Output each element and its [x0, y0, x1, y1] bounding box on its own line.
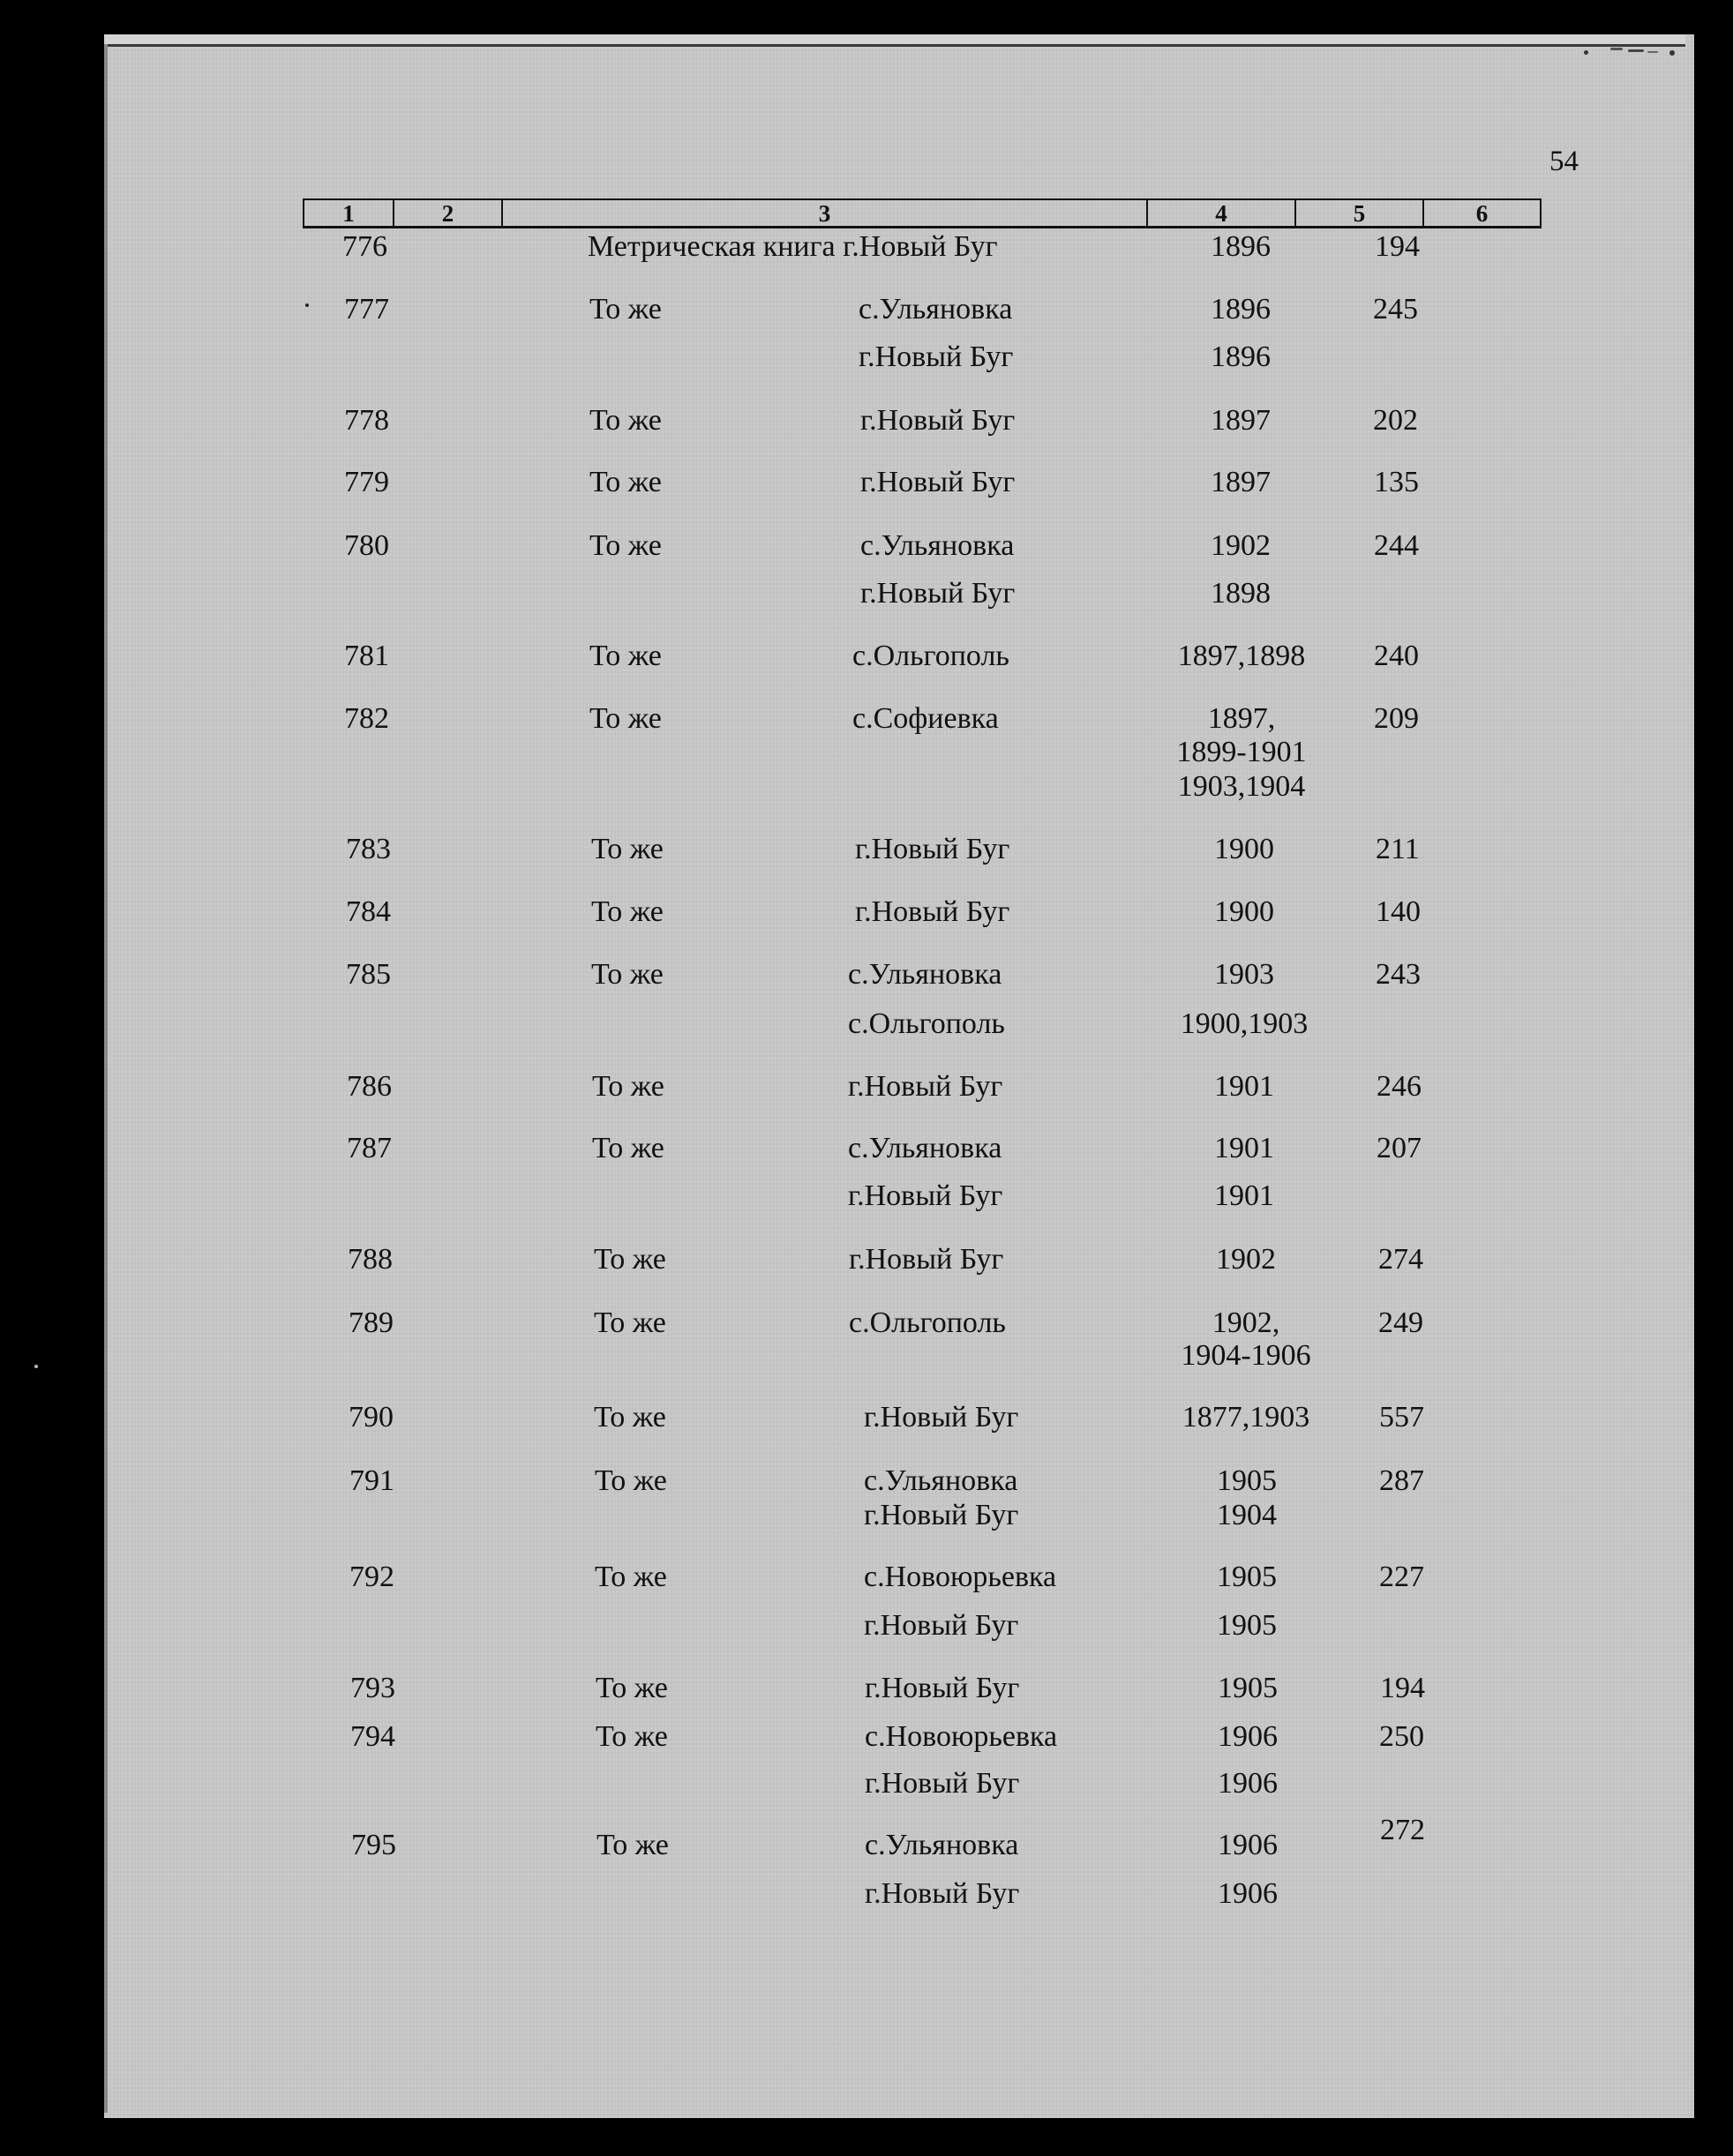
row-years: 1906 [1218, 1829, 1278, 1861]
row-place: с.Новоюрьевка [864, 1561, 1057, 1593]
row-years: 1896 [1211, 293, 1271, 326]
row-description: То же [589, 466, 662, 498]
row-description: То же [591, 958, 664, 991]
row-description: То же [596, 1829, 669, 1861]
row-number: 791 [349, 1464, 394, 1497]
row-description: То же [589, 293, 662, 326]
row-description: То же [591, 895, 664, 928]
row-years: 1904 [1217, 1499, 1277, 1531]
row-sheet-count: 240 [1374, 640, 1419, 672]
row-years: 1901 [1214, 1132, 1274, 1164]
row-place: г.Новый Буг [859, 341, 1014, 373]
row-place: г.Новый Буг [864, 1401, 1019, 1434]
row-years: 1906 [1218, 1877, 1278, 1910]
row-number: 792 [349, 1561, 394, 1593]
row-sheet-count: 245 [1373, 293, 1418, 326]
row-place: с.Ульяновка [865, 1829, 1019, 1861]
row-description: То же [596, 1672, 668, 1704]
row-number: 779 [344, 466, 389, 498]
row-years: 1900 [1214, 833, 1274, 865]
row-sheet-count: 243 [1376, 958, 1421, 991]
row-description: То же [592, 1070, 664, 1103]
row-place: г.Новый Буг [848, 1179, 1003, 1212]
row-place: г.Новый Буг [864, 1609, 1019, 1642]
row-sheet-count: 135 [1374, 466, 1419, 498]
row-years-continued: 1903,1904 [1177, 770, 1306, 803]
row-place: г.Новый Буг [860, 404, 1016, 437]
row-description: То же [595, 1464, 667, 1497]
row-number: 782 [344, 702, 389, 735]
row-place: с.Ольгополь [849, 1306, 1006, 1339]
page-top-edge [104, 34, 1685, 47]
row-years: 1877,1903 [1182, 1401, 1310, 1434]
row-place: с.Ольгополь [848, 1007, 1005, 1040]
row-place: г.Новый Буг [865, 1767, 1020, 1800]
row-place: с.Ольгополь [852, 640, 1009, 672]
row-sheet-count: 274 [1378, 1243, 1423, 1276]
row-description: То же [591, 833, 664, 865]
row-place: г.Новый Буг [860, 466, 1016, 498]
row-place: г.Новый Буг [865, 1877, 1020, 1910]
row-years: 1901 [1214, 1179, 1274, 1212]
row-place: с.Новоюрьевка [865, 1720, 1058, 1753]
row-description: То же [596, 1720, 668, 1753]
row-description: То же [589, 640, 662, 672]
row-place: г.Новый Буг [848, 1070, 1003, 1103]
row-sheet-count: 209 [1374, 702, 1419, 735]
row-description: То же [589, 702, 662, 735]
row-years: 1905 [1217, 1609, 1277, 1642]
row-place: с.Ульяновка [859, 293, 1013, 326]
row-years: 1901 [1214, 1070, 1274, 1103]
row-sheet-count: 250 [1379, 1720, 1424, 1753]
row-sheet-count: 244 [1374, 529, 1419, 562]
row-place: с.Ульяновка [848, 958, 1002, 991]
column-header-1: 1 [304, 200, 394, 226]
row-description: То же [594, 1401, 666, 1434]
row-place: г.Новый Буг [865, 1672, 1020, 1704]
row-sheet-count: 249 [1378, 1306, 1423, 1339]
row-description: То же [594, 1243, 666, 1276]
row-years: 1902 [1211, 529, 1271, 562]
row-number: 790 [349, 1401, 394, 1434]
row-description: То же [594, 1306, 666, 1339]
row-years: 1902, [1212, 1306, 1280, 1339]
row-years: 1898 [1211, 577, 1271, 610]
column-header-4: 4 [1148, 200, 1296, 226]
row-place: с.Ульяновка [860, 529, 1015, 562]
row-number: 777 [344, 293, 389, 326]
row-years: 1906 [1218, 1767, 1278, 1800]
row-number: 776 [342, 230, 387, 263]
row-years: 1897 [1211, 404, 1271, 437]
row-description: То же [589, 529, 662, 562]
row-number: 784 [346, 895, 391, 928]
row-number: 785 [346, 958, 391, 991]
row-place: с.Ульяновка [848, 1132, 1002, 1164]
row-years: 1905 [1217, 1561, 1277, 1593]
row-number: 788 [348, 1243, 393, 1276]
row-years: 1902 [1216, 1243, 1276, 1276]
row-sheet-count: 194 [1380, 1672, 1425, 1704]
row-years-continued: 1904-1906 [1181, 1339, 1311, 1372]
row-sheet-count: 211 [1376, 833, 1420, 865]
row-sheet-count: 246 [1377, 1070, 1422, 1103]
row-years: 1900 [1214, 895, 1274, 928]
row-years: 1896 [1211, 341, 1271, 373]
row-sheet-count: 194 [1375, 230, 1420, 263]
row-years-continued: 1899-1901 [1176, 736, 1307, 768]
row-place: с.Софиевка [852, 702, 999, 735]
row-years: 1896 [1211, 230, 1271, 263]
row-years: 1897 [1211, 466, 1271, 498]
row-number: 795 [351, 1829, 396, 1861]
column-header-3: 3 [503, 200, 1148, 226]
row-description: То же [592, 1132, 664, 1164]
row-years: 1897,1898 [1177, 640, 1306, 672]
row-sheet-count: 227 [1379, 1561, 1424, 1593]
row-sheet-count: 207 [1377, 1132, 1422, 1164]
row-years: 1900,1903 [1180, 1007, 1309, 1040]
row-years: 1905 [1218, 1672, 1278, 1704]
row-years: 1905 [1217, 1464, 1277, 1497]
row-sheet-count: 557 [1379, 1401, 1424, 1434]
row-sheet-count: 202 [1373, 404, 1418, 437]
row-number: 786 [347, 1070, 392, 1103]
page-left-edge [104, 44, 108, 2113]
row-sheet-count: 272 [1380, 1814, 1425, 1846]
column-header-6: 6 [1475, 199, 1489, 227]
row-place: г.Новый Буг [860, 577, 1016, 610]
row-number: 789 [349, 1306, 394, 1339]
row-sheet-count: 287 [1379, 1464, 1424, 1497]
row-place: г.Новый Буг [855, 833, 1010, 865]
column-header-2: 2 [394, 200, 503, 226]
row-number: 793 [350, 1672, 395, 1704]
row-number: 781 [344, 640, 389, 672]
column-header-5: 5 [1296, 200, 1424, 226]
scan-speck [34, 1365, 38, 1368]
row-years: 1906 [1218, 1720, 1278, 1753]
row-description: То же [589, 404, 662, 437]
row-sheet-count: 140 [1376, 895, 1421, 928]
ink-dot [305, 303, 309, 307]
row-number: 783 [346, 833, 391, 865]
row-years: 1903 [1214, 958, 1274, 991]
page-number: 54 [1549, 146, 1579, 177]
row-place: г.Новый Буг [864, 1499, 1019, 1531]
corner-scribble-marks [1584, 46, 1681, 58]
row-place: г.Новый Буг [849, 1243, 1004, 1276]
row-number: 778 [344, 404, 389, 437]
row-place: с.Ульяновка [864, 1464, 1018, 1497]
table-column-header [303, 198, 1542, 228]
row-number: 787 [347, 1132, 392, 1164]
row-number: 794 [350, 1720, 395, 1753]
row-number: 780 [344, 529, 389, 562]
row-years: 1897, [1207, 702, 1276, 735]
row-description: Метрическая книга г.Новый Буг [588, 230, 998, 263]
row-description: То же [595, 1561, 667, 1593]
row-place: г.Новый Буг [855, 895, 1010, 928]
